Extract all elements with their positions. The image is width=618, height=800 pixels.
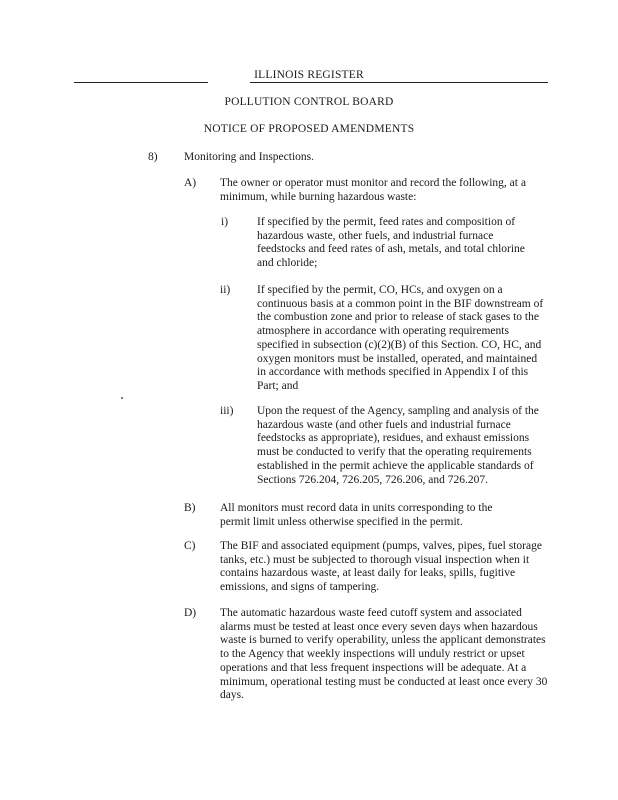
item-a-ii-label: ii) (220, 284, 231, 296)
notice-title: NOTICE OF PROPOSED AMENDMENTS (203, 123, 415, 135)
register-title: ILLINOIS REGISTER (254, 69, 364, 81)
board-title: POLLUTION CONTROL BOARD (224, 96, 394, 108)
item-a-text: The owner or operator must monitor and record the following, at a minimum, while burning hazardous waste: (220, 177, 526, 203)
item-d-text: The automatic hazardous waste feed cutoff system and associated alarms must be tested at least once every seven days when hazardous waste is burned to verify operability, unless the applicant demonstrates to the Agency that weekly inspections will unduly restrict or upset operations and that less frequent inspections will be adequate. At a minimum, operational testing must be conducted at least once every 30 days. (220, 607, 548, 702)
item-a-iii-text: Upon the request of the Agency, sampling and analysis of the hazardous waste (and other fuels and industrial furnace feedstocks as appropriate), residues, and exhaust emissions must be conducted to verify that the operating requirements established in the permit achieve the applicable standards of Sections 726.204, 726.205, 726.206, and 726.207. (257, 405, 539, 486)
item-a-i-text: If specified by the permit, feed rates and composition of hazardous waste, other fuels, and industrial furnace feedstocks and feed rates of ash, metals, and total chlorine and chloride; (257, 216, 525, 270)
section-title: Monitoring and Inspections. (184, 151, 314, 163)
scan-speck (121, 397, 123, 399)
item-a-ii-text: If specified by the permit, CO, HCs, and oxygen on a continuous basis at a common point in the BIF downstream of the combustion zone and prior to release of stack gases to the atmosphere in accordance with operating requirements specified in subsection (c)(2)(B) of this Section. CO, HC, and oxygen monitors must be installed, operated, and maintained in accordance with methods specified in Appendix I of this Part; and (257, 284, 544, 392)
item-c-label: C) (184, 540, 196, 552)
item-c-text: The BIF and associated equipment (pumps, valves, pipes, fuel storage tanks, etc.) must be subjected to thorough visual inspection when it contains hazardous waste, at least daily for leaks, spills, fugitive emissions, and signs of tampering. (220, 540, 542, 594)
header-rule (74, 82, 548, 83)
item-a-iii-label: iii) (220, 405, 234, 417)
item-d-label: D) (184, 607, 197, 619)
item-a-label: A) (184, 177, 197, 189)
item-b-label: B) (184, 502, 196, 514)
item-b-text: All monitors must record data in units corresponding to the permit limit unless otherwise specified in the permit. (220, 502, 493, 528)
section-number: 8) (148, 151, 158, 163)
item-a-i-label: i) (221, 216, 229, 228)
